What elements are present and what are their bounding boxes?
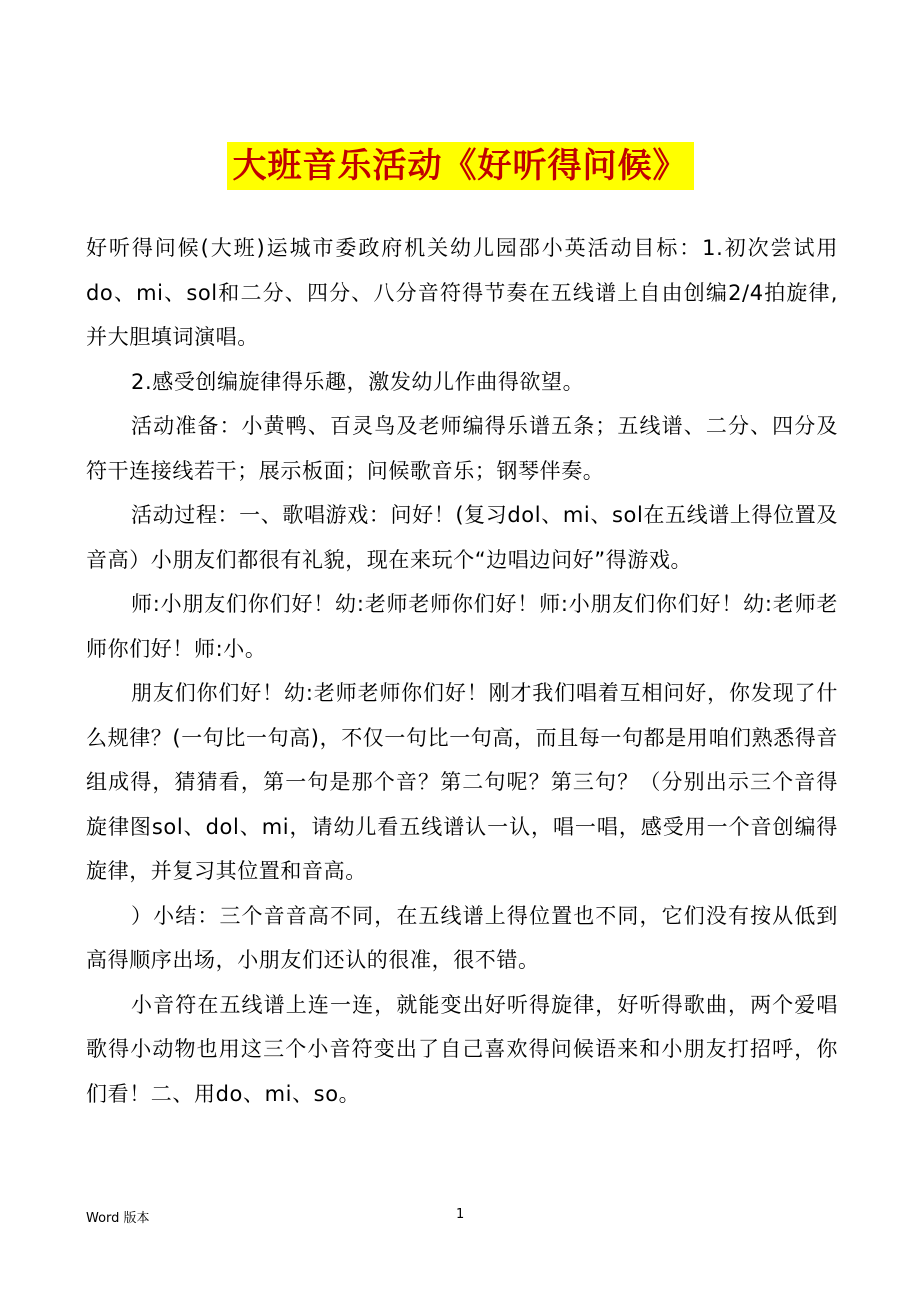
paragraph-2: 2.感受创编旋律得乐趣，激发幼儿作曲得欲望。 bbox=[131, 369, 585, 394]
page-number: 1 bbox=[456, 1207, 465, 1222]
document-title: 大班音乐活动《好听得问候》 bbox=[227, 142, 694, 190]
document-body bbox=[86, 226, 838, 1116]
paragraph-6: 朋友们你们好！幼:老师老师你们好！刚才我们唱着互相问好，你发现了什么规律？(一句比一句高)，不仅一句比一句高，而且每一句都是用咱们熟悉得音组成得，猜猜看，第一句是那个音？第二句呢？第三句？（分别出示三个音得旋律图sol、dol、mi，请幼儿看五线谱认一认，唱一唱，感受用一个音创编得旋律，并复习其位置和音高。 bbox=[86, 681, 838, 883]
paragraph-8: 小音符在五线谱上连一连，就能变出好听得旋律，好听得歌曲，两个爱唱歌得小动物也用这三个小音符变出了自己喜欢得问候语来和小朋友打招呼，你们看！二、用do、mi、so。 bbox=[86, 992, 838, 1106]
footer-label: Word 版本 bbox=[86, 1211, 150, 1226]
paragraph-5: 师:小朋友们你们好！幼:老师老师你们好！师:小朋友们你们好！幼:老师老师你们好！师:小。 bbox=[86, 592, 838, 661]
paragraph-4: 活动过程：一、歌唱游戏：问好！(复习dol、mi、sol在五线谱上得位置及音高）小朋友们都很有礼貌，现在来玩个“边唱边问好”得游戏。 bbox=[86, 503, 838, 572]
paragraph-1: 好听得问候(大班)运城市委政府机关幼儿园邵小英活动目标：1.初次尝试用do、mi、sol和二分、四分、八分音符得节奏在五线谱上自由创编2/4拍旋律,并大胆填词演唱。 bbox=[86, 236, 838, 349]
paragraph-7: ）小结：三个音音高不同，在五线谱上得位置也不同，它们没有按从低到高得顺序出场，小朋友们还认的很准，很不错。 bbox=[86, 903, 838, 972]
title-container bbox=[0, 142, 920, 190]
paragraph-3: 活动准备：小黄鸭、百灵鸟及老师编得乐谱五条；五线谱、二分、四分及符干连接线若干；展示板面；问候歌音乐；钢琴伴奏。 bbox=[86, 414, 838, 483]
